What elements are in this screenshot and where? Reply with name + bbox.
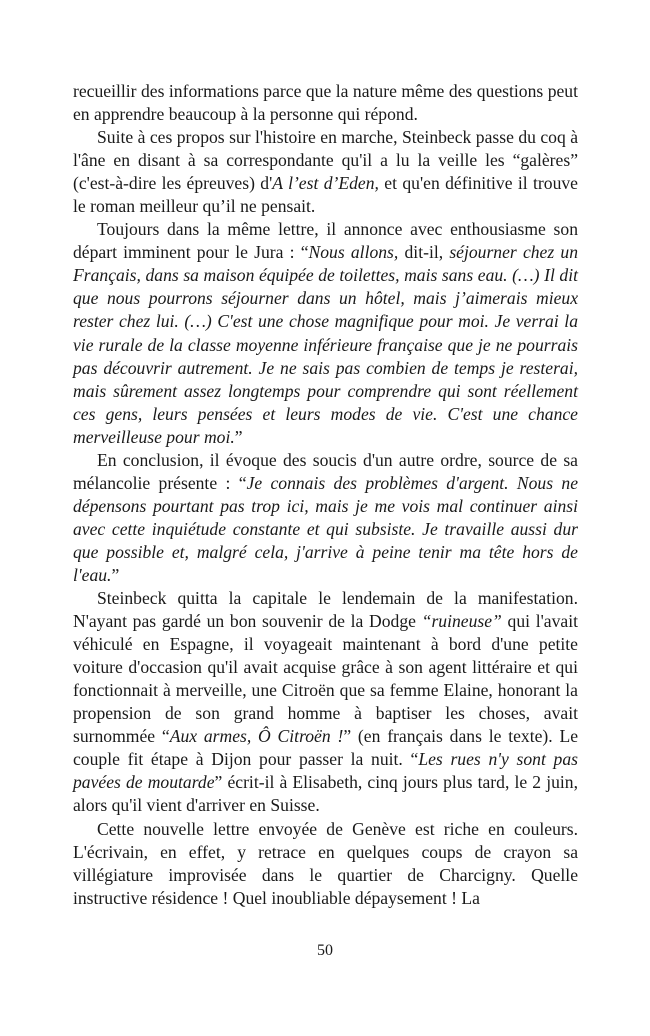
paragraph-galeres	[73, 126, 578, 218]
quote-text: Les rues n'y sont pas pavées de moutarde	[73, 749, 578, 793]
paragraph-text: et qu'en définitive il trouve le roman meilleur qu’il ne pensait.	[73, 173, 578, 217]
quote-text: Aux armes, Ô Citroën !	[169, 726, 344, 747]
paragraph-text: dit-il,	[398, 242, 450, 263]
paragraph-text: qui l'avait véhiculé en Espagne, il voyageait maintenant à bord d'une petite voiture d'occasion qu'il avait acquise grâce à son agent littéraire et qui fonctionnait à merveille, une Citroën que sa femme Elaine, honorant la propension de son grand homme à baptiser les choses, avait surnommée “	[73, 611, 578, 747]
paragraph-geneve: Cette nouvelle lettre envoyée de Genève est riche en couleurs. L'écrivain, en effet, y retrace en quelques coups de crayon sa villégiature improvisée dans le quartier de Charcigny. Quelle instructive résidence ! Quel inoubliable dépaysement ! La	[73, 818, 578, 908]
quote-text: “ruineuse”	[421, 611, 502, 632]
paragraph-conclusion	[73, 449, 578, 587]
paragraph-jura	[73, 218, 578, 448]
paragraph-text: ”	[111, 564, 120, 585]
paragraph-text: Steinbeck quitta la capitale le lendemain de la manifestation. N'ayant pas gardé un bon souvenir de la Dodge	[73, 588, 578, 632]
paragraph-text: En conclusion, il évoque des soucis d'un autre ordre, source de sa mélancolie présente : “	[73, 449, 578, 493]
paragraph-continuation: recueillir des informations parce que la nature même des questions peut en apprendre beaucoup à la personne qui répond.	[73, 81, 578, 125]
book-title: A l’est d’Eden,	[272, 173, 379, 194]
quote-text: Nous allons,	[308, 242, 399, 263]
paragraph-text: ”	[234, 426, 243, 447]
page-number: 50	[317, 942, 333, 959]
paragraph-text: Toujours dans la même lettre, il annonce avec enthousiasme son départ imminent pour le Jura : “	[73, 219, 578, 263]
quote-text: séjourner chez un Français, dans sa maison équipée de toilettes, mais sans eau. (…) Il dit que nous pourrons séjourner dans un hôtel, mais j’aimerais mieux rester chez lui. (…) C'est une chose magnifique pour moi. Je verrai la vie rurale de la classe moyenne inférieure française que je ne pourrais pas découvrir autrement. Je ne sais pas combien de temps je resterai, mais sûrement assez longtemps pour comprendre qui sont réellement ces gens, leurs pensées et leurs modes de vie. C'est une chance merveilleuse pour moi.	[73, 242, 578, 447]
paragraph-text: Suite à ces propos sur l'histoire en marche, Steinbeck passe du coq à l'âne en disant à sa correspondante qu'il a lu la veille les “galères” (c'est-à-dire les épreuves) d'	[73, 127, 578, 194]
paragraph-text: ” écrit-il à Elisabeth, cinq jours plus tard, le 2 juin, alors qu'il vient d'arriver en Suisse.	[73, 772, 578, 816]
quote-text: Je connais des problèmes d'argent. Nous ne dépensons pourtant pas trop ici, mais je me vois mal continuer ainsi avec cette inquiétude constante et qui subsiste. Je travaille aussi dur que possible et, malgré cela, j'arrive à peine tenir ma tête hors de l'eau.	[73, 472, 579, 585]
paragraph-voyage	[73, 587, 578, 817]
page-body	[73, 80, 578, 910]
paragraph-text: ” (en français dans le texte). Le couple fit étape à Dijon pour passer la nuit. “	[73, 726, 579, 770]
